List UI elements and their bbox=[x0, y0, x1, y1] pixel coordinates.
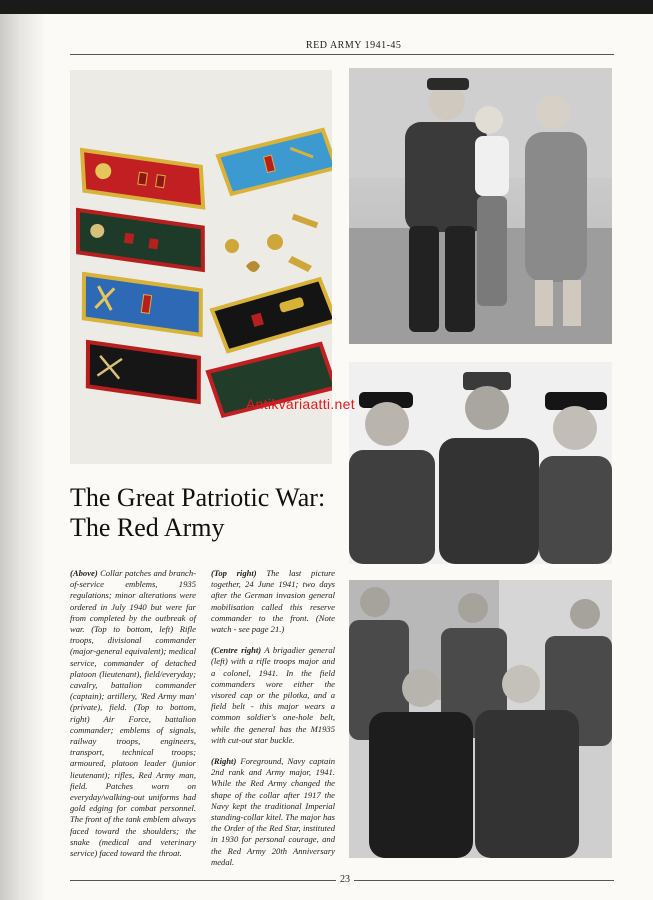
family-photo bbox=[349, 68, 612, 344]
collar-patch-sky-blue bbox=[218, 129, 332, 195]
title-line-2: The Red Army bbox=[70, 513, 225, 542]
caption-above bbox=[70, 568, 196, 859]
title-line-1: The Great Patriotic War: bbox=[70, 483, 326, 512]
navy-army-group-photo bbox=[349, 580, 612, 858]
running-head: RED ARMY 1941-45 bbox=[306, 40, 402, 51]
watermark-text: Antikvariaatti.net bbox=[246, 396, 355, 412]
header-rule bbox=[70, 54, 614, 55]
collar-patch-green bbox=[72, 210, 209, 270]
caption-lead: (Top right) bbox=[211, 568, 257, 578]
collar-patch-black-armoured bbox=[212, 278, 332, 352]
caption-column-left bbox=[70, 568, 196, 869]
page-title bbox=[70, 483, 340, 543]
branch-emblems bbox=[225, 214, 318, 272]
caption-text: Collar patches and branch-of-service emblems, 1935 regulations; minor alterations were ordered in July 1940 but were far from completed by the outbreak of war. (Top to bottom, left) Rifle troops, divisional commander (major-general equivalent); medical service, commander of detached platoon (lieutenant), field/everyday; cavalry, battalion commander (captain); artillery, 'Red Army man' (private), field. (Top to bottom, right) Air Force, battalion commander; emblems of signals, railway troops, engineers, transport, technical troops; armoured, platoon leader (junior lieutenant); rifles, Red Army man, field. Patches worn on everyday/walking-out uniforms had gold edging for combat personnel. The front of the tank emblem always faced toward the shoulders; the snake (medical and veterinary service) faced toward the throat. bbox=[70, 568, 196, 859]
scan-top-edge bbox=[0, 0, 653, 14]
caption-text: The last picture together, 24 June 1941; two days after the German invasion general mobilisation called this reserve commander to the front. (Note watch - see page 21.) bbox=[211, 568, 335, 635]
caption-lead: (Right) bbox=[211, 756, 237, 767]
collar-patch-blue bbox=[78, 274, 207, 335]
caption-right bbox=[211, 756, 335, 868]
general-left bbox=[349, 392, 435, 564]
page-number: 23 bbox=[336, 874, 354, 885]
caption-top-right bbox=[211, 568, 335, 635]
caption-column-middle bbox=[211, 568, 335, 878]
caption-lead: (Centre right) bbox=[211, 645, 262, 656]
major-centre bbox=[439, 372, 539, 564]
caption-centre-right bbox=[211, 645, 335, 746]
caption-lead: (Above) bbox=[70, 568, 98, 578]
caption-text: Foreground, Navy captain 2nd rank and Army major, 1941. While the Red Army changed the shape of the collar after 1917 the Navy kept the traditional Imperial standing-collar kitel. The major has the Order of the Red Star, instituted in 1930 for personal courage, and the Red Army 20th Anniversary medal. bbox=[211, 756, 335, 867]
collar-patch-black bbox=[82, 342, 205, 402]
colonel-right bbox=[539, 392, 612, 564]
collar-patch-red bbox=[76, 150, 208, 207]
generals-photo bbox=[349, 362, 612, 564]
spine-shadow bbox=[0, 14, 46, 900]
caption-text: A brigadier general (left) with a rifle troops major and a colonel, 1941. In the field commanders wore either the visored cap or the pilotka, and a field belt - this major wears a common soldier's one-hole belt, while the general has the M1935 with cut-out star buckle. bbox=[211, 645, 335, 745]
